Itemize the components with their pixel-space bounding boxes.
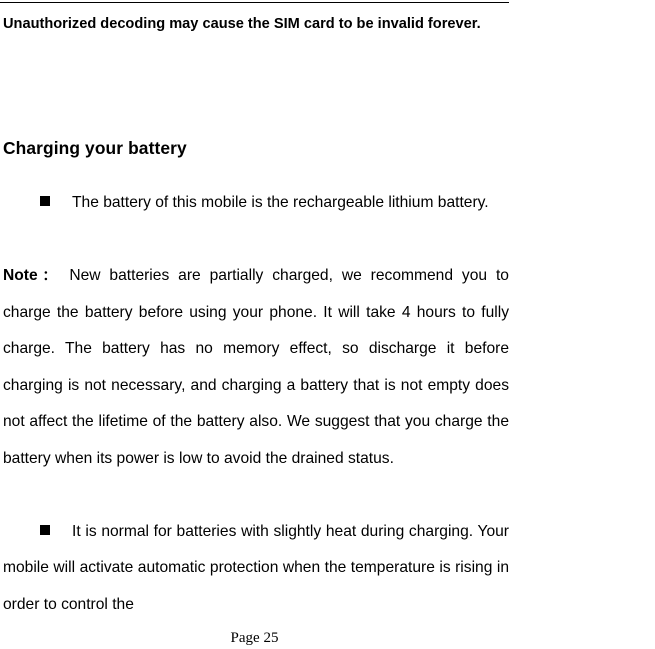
paragraph-spacer-2 xyxy=(3,477,509,514)
bullet-paragraph-1-text: The battery of this mobile is the rechargeable lithium battery. xyxy=(72,194,489,211)
section-heading: Charging your battery xyxy=(3,138,187,158)
warning-paragraph: Unauthorized decoding may cause the SIM card to be invalid forever. xyxy=(3,16,481,32)
square-bullet-icon xyxy=(40,525,50,535)
bullet-paragraph-2 xyxy=(3,514,509,624)
paragraph-spacer-1 xyxy=(3,222,509,259)
page-footer: Page 25 xyxy=(230,630,279,646)
note-paragraph xyxy=(3,258,509,477)
warning-paragraph-block xyxy=(3,6,509,42)
note-label: Note xyxy=(3,267,38,284)
body-content xyxy=(3,185,509,623)
note-paragraph-text: New batteries are partially charged, we recommend you to charge the battery before using your phone. It will take 4 hours to fully charge. The battery has no memory effect, so discharge it before charging is not necessary, and charging a battery that is not empty does not affect the lifetime of the battery also. We suggest that you charge the battery when its power is low to avoid the drained status. xyxy=(3,267,509,467)
header-rule xyxy=(0,2,509,3)
note-colon: ： xyxy=(37,267,61,284)
square-bullet-icon xyxy=(40,196,50,206)
bullet-paragraph-1 xyxy=(3,185,509,222)
bullet-paragraph-2-text: It is normal for batteries with slightly heat during charging. Your mobile will activate automatic protection when the temperature is rising in order to control the xyxy=(3,522,509,613)
